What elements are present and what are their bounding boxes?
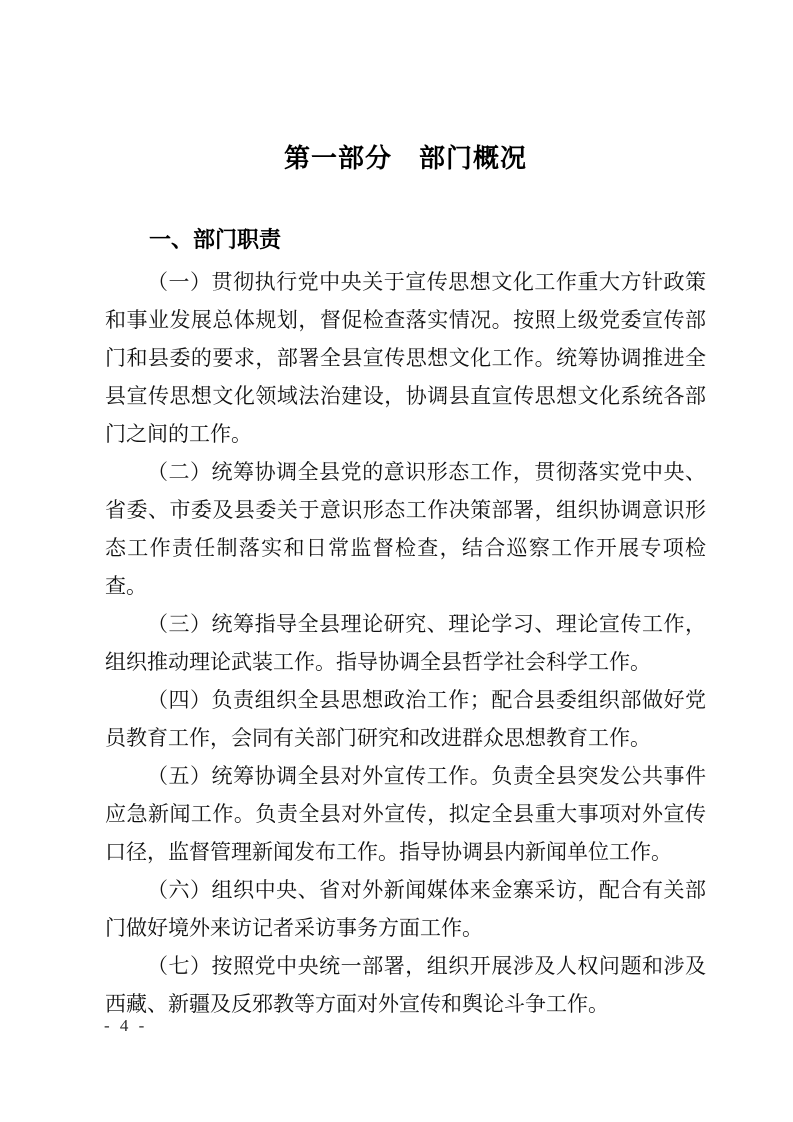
section-heading-department-duties: 一、部门职责 <box>149 227 282 252</box>
paragraph-duty-4: （四）负责组织全县思想政治工作；配合县委组织部做好党员教育工作，会同有关部门研究和改进群众思想教育工作。 <box>105 688 706 750</box>
paragraph-duty-7: （七）按照党中央统一部署，组织开展涉及人权问题和涉及西藏、新疆及反邪教等方面对外宣传和舆论斗争工作。 <box>105 954 706 1016</box>
page-number: - 4 - <box>104 1016 148 1035</box>
paragraph-duty-6: （六）组织中央、省对外新闻媒体来金寨采访，配合有关部门做好境外来访记者采访事务方面工作。 <box>105 878 706 940</box>
page-title: 第一部分 部门概况 <box>283 143 527 173</box>
paragraph-duty-3: （三）统筹指导全县理论研究、理论学习、理论宣传工作，组织推动理论武装工作。指导协调全县哲学社会科学工作。 <box>105 612 706 674</box>
paragraph-duty-1: （一）贯彻执行党中央关于宣传思想文化工作重大方针政策和事业发展总体规划，督促检查落实情况。按照上级党委宣传部门和县委的要求，部署全县宣传思想文化工作。统筹协调推进全县宣传思想文化领域法治建设，协调县直宣传思想文化系统各部门之间的工作。 <box>105 270 706 446</box>
paragraph-duty-5: （五）统筹协调全县对外宣传工作。负责全县突发公共事件应急新闻工作。负责全县对外宣传，拟定全县重大事项对外宣传口径，监督管理新闻发布工作。指导协调县内新闻单位工作。 <box>105 764 706 864</box>
paragraph-duty-2: （二）统筹协调全县党的意识形态工作，贯彻落实党中央、省委、市委及县委关于意识形态工作决策部署，组织协调意识形态工作责任制落实和日常监督检查，结合巡察工作开展专项检查。 <box>105 460 706 598</box>
